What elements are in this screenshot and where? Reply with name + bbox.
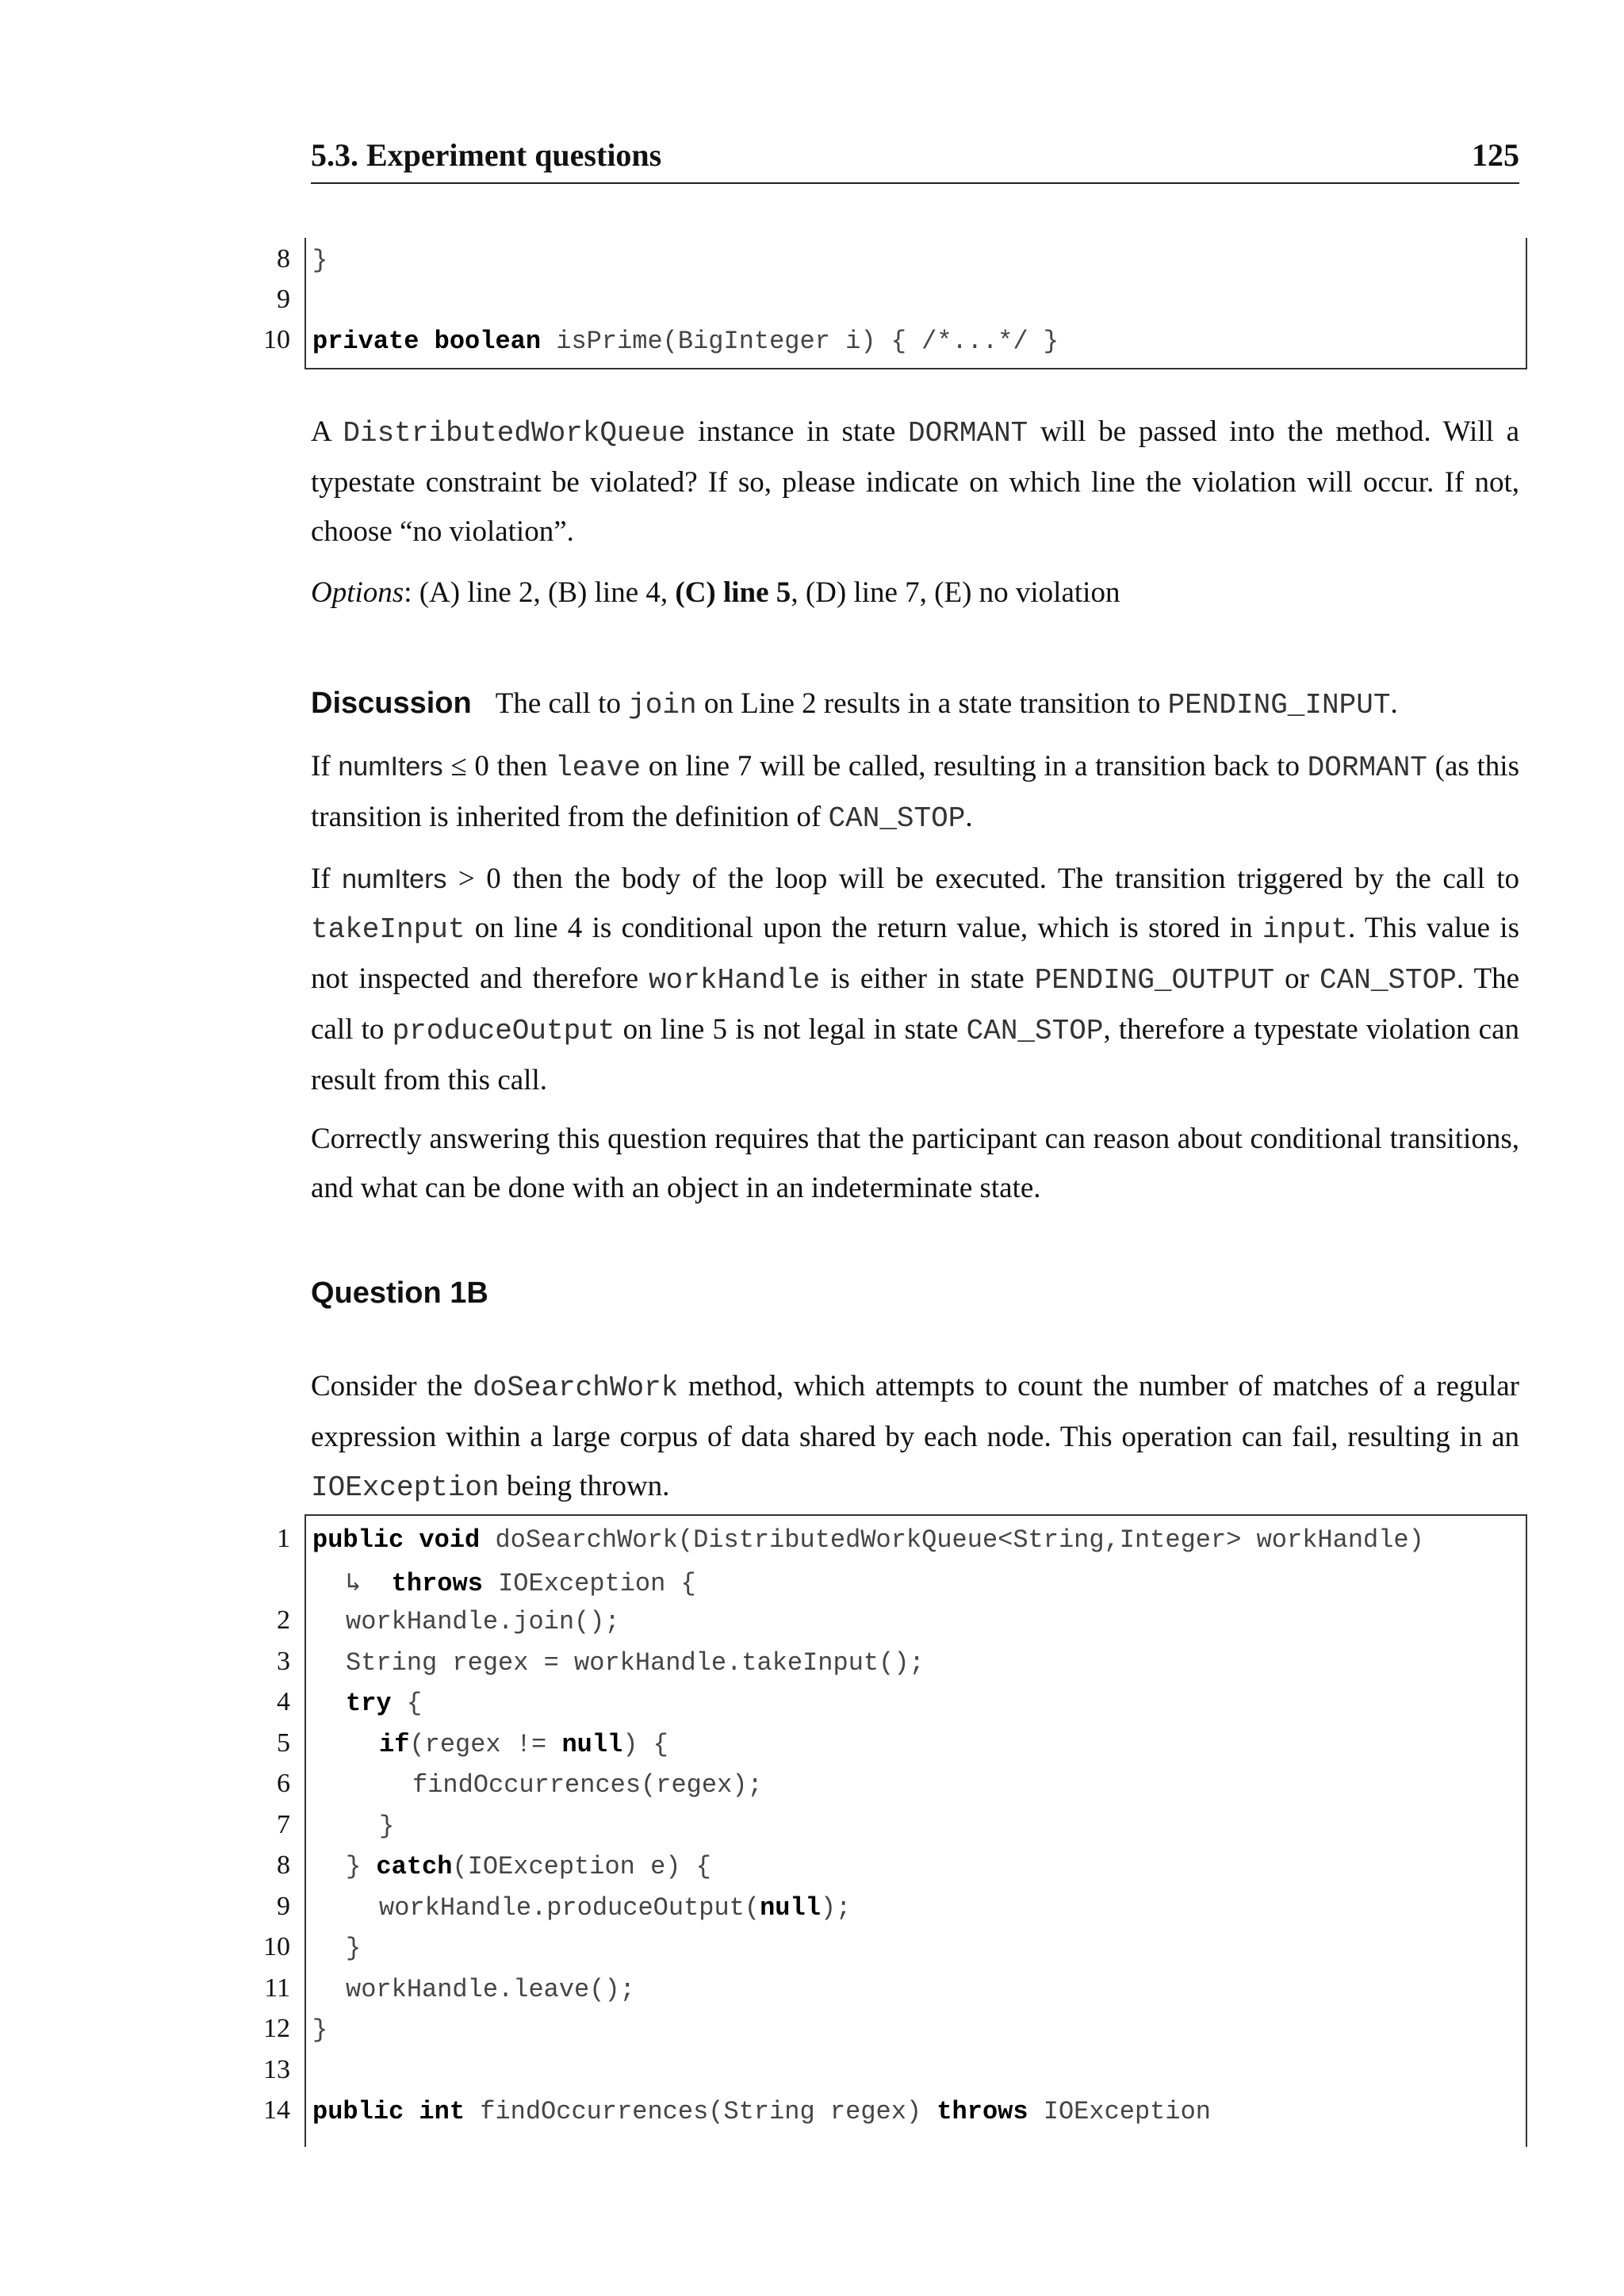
text-run: . bbox=[965, 801, 973, 833]
line-number: 12 bbox=[263, 2014, 290, 2043]
code-line bbox=[277, 1727, 1526, 1767]
text-run: (as this transition is inherited from the definition of bbox=[311, 750, 1519, 833]
inline-code: workHandle bbox=[649, 964, 821, 997]
inline-identifier: numIters bbox=[342, 864, 447, 894]
running-header bbox=[311, 136, 1519, 184]
code-line bbox=[306, 1563, 1526, 1604]
line-number: 7 bbox=[277, 1809, 290, 1839]
inline-code: CAN_STOP bbox=[828, 802, 966, 835]
inline-code: leave bbox=[555, 752, 642, 784]
line-number: 8 bbox=[277, 1850, 290, 1880]
text-run: is either in state bbox=[820, 962, 1035, 995]
code-line bbox=[277, 1890, 1526, 1931]
code-line bbox=[277, 1849, 1526, 1889]
code-keyword: throws bbox=[936, 2097, 1028, 2126]
code-token: } bbox=[346, 1934, 362, 1963]
code-text bbox=[312, 2015, 327, 2045]
line-number: 5 bbox=[277, 1728, 290, 1758]
code-token: workHandle.leave(); bbox=[346, 1974, 635, 2004]
code-keyword: private bbox=[312, 327, 419, 356]
code-line bbox=[277, 1645, 1526, 1686]
code-token: } bbox=[379, 1811, 395, 1841]
code-token: findOccurrences(String regex) bbox=[465, 2097, 937, 2126]
code-listing-continued bbox=[263, 238, 1527, 369]
line-number: 10 bbox=[263, 1932, 290, 1961]
code-text bbox=[312, 327, 1059, 356]
code-keyword: null bbox=[760, 1892, 821, 1923]
code-text bbox=[312, 2097, 1211, 2126]
code-keyword: null bbox=[561, 1729, 623, 1759]
code-token: IOException bbox=[1028, 2097, 1211, 2126]
code-text bbox=[379, 1730, 668, 1759]
code-line bbox=[277, 283, 1526, 323]
text-run: on Line 2 results in a state transition to bbox=[696, 687, 1168, 720]
code-token bbox=[404, 2097, 419, 2126]
text-run: ≤ 0 then bbox=[442, 750, 556, 783]
code-token: (IOException e) { bbox=[452, 1852, 711, 1881]
line-number: 13 bbox=[263, 2054, 290, 2084]
code-line bbox=[263, 323, 1526, 364]
text-run: method, which attempts to count the number of matches of a regular expression within a large corpus of data shared by each node. This operation can fail, resulting in an bbox=[311, 1370, 1519, 1453]
text-run: > 0 then the body of the loop will be executed. The transition triggered by the call to bbox=[446, 863, 1519, 895]
inline-code: CAN_STOP bbox=[966, 1015, 1104, 1047]
line-number: 8 bbox=[277, 244, 290, 274]
line-number: 10 bbox=[263, 325, 290, 354]
inline-code: PENDING_INPUT bbox=[1167, 689, 1391, 721]
text-run: . The call to bbox=[311, 962, 1519, 1046]
text-run: . bbox=[1390, 687, 1398, 720]
discussion-paragraph-2 bbox=[311, 742, 1519, 844]
code-keyword: try bbox=[346, 1689, 392, 1718]
code-text bbox=[346, 1975, 635, 2004]
text-run: will be passed into the method. Will a typestate constraint be violated? If so, please indicate on which line the violation will occur. If not, choose “no violation”. bbox=[311, 415, 1519, 548]
code-token: ) { bbox=[622, 1729, 668, 1759]
code-keyword: boolean bbox=[434, 327, 542, 356]
inline-code: produceOutput bbox=[392, 1015, 615, 1047]
discussion-label: Discussion bbox=[311, 687, 472, 720]
code-line bbox=[263, 2053, 1526, 2094]
text-run: If bbox=[311, 750, 339, 783]
text-run: , therefore a typestate violation can result from this call. bbox=[311, 1013, 1519, 1096]
line-number: 2 bbox=[277, 1605, 290, 1635]
text-run: being thrown. bbox=[499, 1470, 670, 1502]
code-text bbox=[379, 1812, 394, 1841]
code-token: } bbox=[312, 246, 328, 275]
code-text bbox=[346, 1567, 696, 1598]
inline-code: DORMANT bbox=[908, 417, 1028, 450]
code-keyword: catch bbox=[376, 1852, 453, 1881]
inline-code: DistributedWorkQueue bbox=[343, 417, 686, 450]
inline-code: doSearchWork bbox=[473, 1372, 679, 1404]
line-number: 3 bbox=[277, 1646, 290, 1676]
text-run: on line 5 is not legal in state bbox=[615, 1013, 967, 1046]
line-number: 9 bbox=[277, 285, 290, 314]
code-keyword: public bbox=[312, 1525, 404, 1555]
inline-code: input bbox=[1262, 913, 1348, 946]
code-line bbox=[277, 1604, 1526, 1644]
line-number: 1 bbox=[277, 1524, 290, 1553]
code-text bbox=[346, 1852, 711, 1881]
code-line bbox=[277, 243, 1526, 283]
code-line bbox=[264, 1972, 1526, 2012]
question-1a-options bbox=[311, 568, 1519, 618]
question-1a-text bbox=[311, 408, 1519, 557]
code-line bbox=[263, 2012, 1526, 2053]
inline-identifier: numIters bbox=[338, 752, 443, 782]
bold-text: (C) line 5 bbox=[675, 576, 791, 609]
code-token: isPrime(BigInteger i) { /*...*/ } bbox=[541, 327, 1059, 356]
code-line bbox=[277, 1686, 1526, 1726]
line-number: 14 bbox=[263, 2095, 290, 2125]
text-run: : (A) line 2, (B) line 4, bbox=[404, 576, 676, 609]
code-text bbox=[346, 1607, 620, 1636]
code-text bbox=[412, 1770, 763, 1800]
text-run: The call to bbox=[495, 687, 629, 720]
code-text bbox=[346, 1934, 361, 1963]
code-keyword: public bbox=[312, 2097, 404, 2126]
text-run: on line 4 is conditional upon the return value, which is stored in bbox=[465, 912, 1262, 944]
code-token: } bbox=[312, 2015, 328, 2045]
code-keyword: void bbox=[419, 1525, 481, 1555]
code-token: doSearchWork(DistributedWorkQueue<String,Integer> workHandle) bbox=[480, 1525, 1424, 1555]
inline-code: DORMANT bbox=[1307, 752, 1427, 784]
code-line bbox=[277, 1808, 1526, 1849]
text-run: . This value is not inspected and therefore bbox=[311, 912, 1519, 995]
code-line bbox=[277, 1767, 1526, 1808]
code-token: } bbox=[346, 1852, 377, 1881]
code-token: String regex = workHandle.takeInput(); bbox=[346, 1647, 925, 1678]
page-number: 125 bbox=[1472, 137, 1519, 173]
code-token: workHandle.produceOutput( bbox=[379, 1892, 760, 1923]
line-number: 11 bbox=[264, 1973, 290, 2003]
text-run: instance in state bbox=[685, 415, 909, 448]
code-token: findOccurrences(regex); bbox=[412, 1770, 763, 1800]
question-1b-text bbox=[311, 1362, 1519, 1513]
discussion-p1-body bbox=[496, 687, 1398, 720]
text-run: A bbox=[311, 415, 343, 448]
line-number: 9 bbox=[277, 1891, 290, 1921]
discussion-paragraph-1 bbox=[311, 679, 1519, 730]
inline-code: takeInput bbox=[311, 913, 465, 946]
code-keyword: int bbox=[419, 2097, 465, 2126]
code-listing-dosearchwork bbox=[263, 1514, 1527, 2147]
code-token bbox=[404, 1525, 419, 1555]
code-text bbox=[346, 1689, 422, 1718]
line-number: 4 bbox=[277, 1687, 290, 1716]
code-line bbox=[263, 2094, 1526, 2134]
text-run: Consider the bbox=[311, 1370, 473, 1402]
inline-code: PENDING_OUTPUT bbox=[1034, 964, 1275, 997]
text-run: Correctly answering this question requires that the participant can reason about conditional transitions, and what can be done with an object in an indeterminate state. bbox=[311, 1123, 1519, 1204]
question-1b-heading: Question 1B bbox=[311, 1276, 488, 1310]
code-keyword: throws bbox=[391, 1568, 483, 1598]
code-token: workHandle.join(); bbox=[346, 1607, 620, 1636]
line-number: 6 bbox=[277, 1769, 290, 1798]
code-text bbox=[312, 1525, 1424, 1555]
text-run: or bbox=[1274, 962, 1320, 995]
inline-code: join bbox=[628, 689, 697, 721]
code-token: ); bbox=[820, 1892, 852, 1923]
code-token: (regex != bbox=[409, 1729, 562, 1759]
discussion-paragraph-4 bbox=[311, 1115, 1519, 1213]
code-keyword: if bbox=[379, 1729, 410, 1759]
code-token: IOException { bbox=[482, 1568, 696, 1598]
text-run: , (D) line 7, (E) no violation bbox=[791, 576, 1120, 609]
code-text bbox=[379, 1893, 851, 1923]
italic-text: Options bbox=[311, 576, 404, 609]
section-title: 5.3. Experiment questions bbox=[311, 137, 662, 173]
discussion-paragraph-3 bbox=[311, 855, 1519, 1105]
code-text bbox=[312, 246, 327, 275]
code-line bbox=[263, 1931, 1526, 1971]
inline-code: CAN_STOP bbox=[1320, 964, 1457, 997]
text-run: on line 7 will be called, resulting in a transition back to bbox=[641, 750, 1308, 783]
code-text bbox=[346, 1648, 925, 1678]
code-line bbox=[277, 1522, 1526, 1563]
text-run: If bbox=[311, 863, 343, 895]
code-token: { bbox=[391, 1689, 423, 1718]
inline-code: IOException bbox=[311, 1471, 500, 1504]
code-token bbox=[419, 327, 434, 356]
code-token: ↳ bbox=[346, 1568, 392, 1598]
